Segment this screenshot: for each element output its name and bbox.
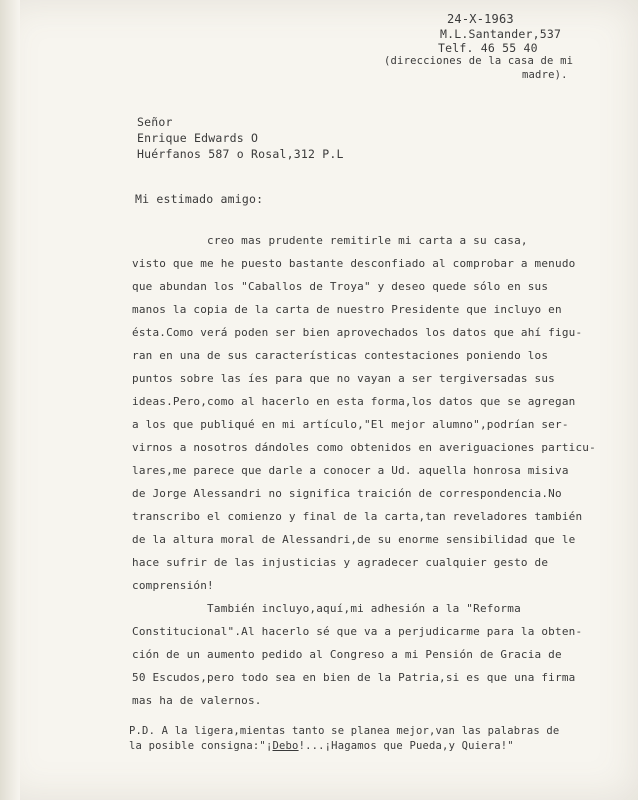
body-line: ideas.Pero,como al hacerlo en esta forma,los datos que se agregan [132,395,576,408]
greeting: Mi estimado amigo: [135,192,264,206]
recipient-address: Huérfanos 587 o Rosal,312 P.L [137,147,344,161]
postscript-line2 [129,740,514,752]
body-line: de Jorge Alessandri no significa traición de correspondencia.No [132,487,562,500]
body-line: creo mas prudente remitirle mi carta a su casa, [132,234,528,247]
body-line: a los que publiqué en mi artículo,"El mejor alumno",podrían ser- [132,418,569,431]
body-line: hace sufrir de las injusticias y agradecer cualquier gesto de [132,556,549,569]
postscript-line1: P.D. A la ligera,mientas tanto se planea mejor,van las palabras de [129,725,560,737]
postscript-underlined-word: Debo [272,740,299,752]
postscript-prefix: la posible consigna:"¡ [129,740,273,752]
body-line: de la altura moral de Alessandri,de su enorme sensibilidad que le [132,533,576,546]
body-line: También incluyo,aquí,mi adhesión a la "Reforma [132,602,521,615]
body-line: virnos a nosotros dándoles como obtenidos en averiguaciones particu- [132,441,596,454]
sender-note-line2: madre). [522,69,568,81]
recipient-salutation: Señor [137,115,173,129]
body-line: transcribo el comienzo y final de la carta,tan reveladores también [132,510,583,523]
body-line: Constitucional".Al hacerlo sé que va a perjudicarme para la obten- [132,625,583,638]
body-line: puntos sobre las íes para que no vayan a ser tergiversadas sus [132,372,555,385]
sender-phone: Telf. 46 55 40 [438,41,538,55]
body-line: ran en una de sus características contestaciones poniendo los [132,349,549,362]
body-line: 50 Escudos,pero todo sea en bien de la Patria,si es que una firma [132,671,576,684]
body-line: visto que me he puesto bastante desconfiado al comprobar a menudo [132,257,576,270]
page-edge-shadow [0,0,20,800]
body-line: mas ha de valernos. [132,694,262,707]
body-line: lares,me parece que darle a conocer a Ud. aquella honrosa misiva [132,464,569,477]
recipient-name: Enrique Edwards O [137,131,259,145]
body-line: que abundan los "Caballos de Troya" y deseo quede sólo en sus [132,280,549,293]
sender-address: M.L.Santander,537 [440,27,562,41]
postscript-suffix: !...¡Hagamos que Pueda,y Quiera!" [298,740,514,752]
letter-date: 24-X-1963 [447,12,514,26]
body-line: manos la copia de la carta de nuestro Presidente que incluyo en [132,303,562,316]
body-line: ésta.Como verá poden ser bien aprovechados los datos que ahí figu- [132,326,583,339]
body-line: comprensión! [132,579,214,592]
sender-note-line1: (direcciones de la casa de mi [384,55,574,67]
body-line: ción de un aumento pedido al Congreso a mi Pensión de Gracia de [132,648,562,661]
